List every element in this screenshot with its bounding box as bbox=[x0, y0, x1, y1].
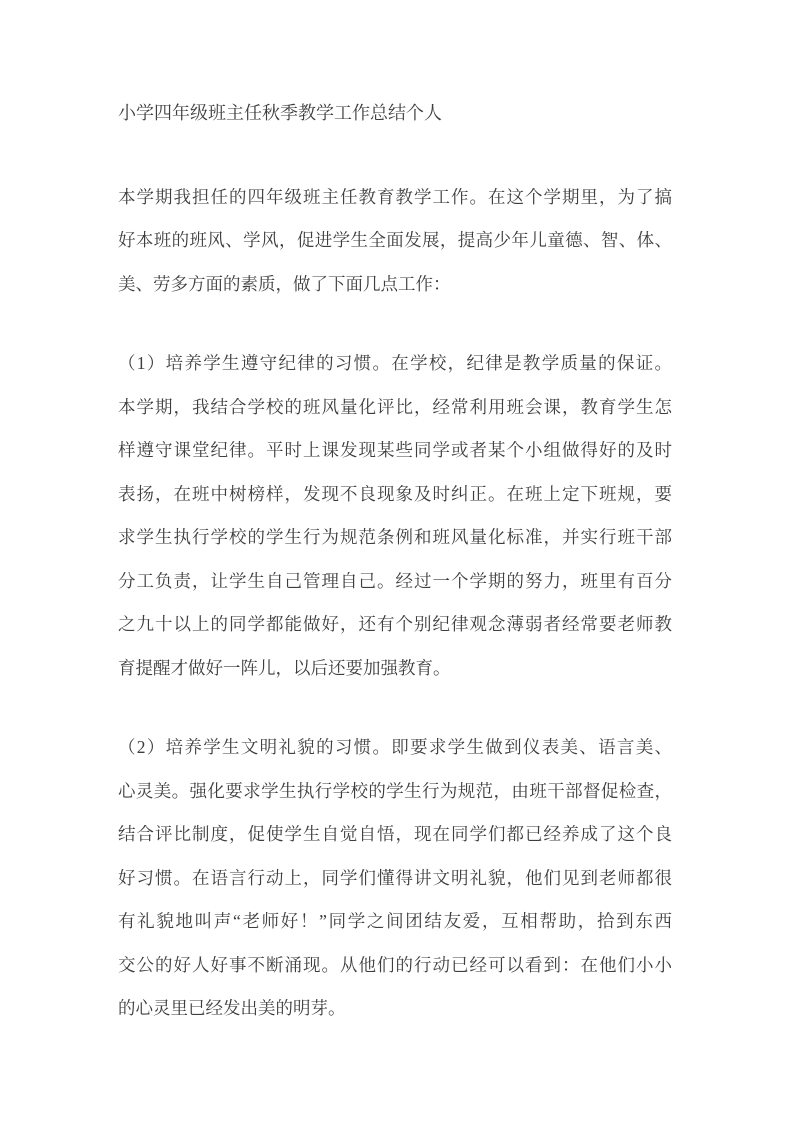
text-line: 求学生执行学校的学生行为规范条例和班风量化标准，并实行班干部 bbox=[118, 527, 672, 547]
text-line: 样遵守课堂纪律。平时上课发现某些同学或者某个小组做得好的及时 bbox=[118, 440, 672, 460]
paragraph-1 bbox=[118, 176, 672, 307]
text-line: 有礼貌地叫声“老师好！”同学之间团结友爱，互相帮助，拾到东西 bbox=[118, 911, 672, 931]
text-line: 之九十以上的同学都能做好，还有个别纪律观念薄弱者经常要老师教 bbox=[118, 614, 672, 634]
text-line: 本学期，我结合学校的班风量化评比，经常利用班会课，教育学生怎 bbox=[118, 396, 672, 417]
text-line: （2）培养学生文明礼貌的习惯。即要求学生做到仪表美、语言美、 bbox=[118, 737, 672, 757]
paragraph-3 bbox=[118, 726, 672, 1031]
text-line: 本学期我担任的四年级班主任教育教学工作。在这个学期里，为了搞 bbox=[118, 186, 672, 207]
text-line: 的心灵里已经发出美的明芽。 bbox=[118, 998, 346, 1018]
text-line: 交公的好人好事不断涌现。从他们的行动已经可以看到：在他们小小 bbox=[118, 954, 672, 975]
paragraph-2 bbox=[118, 342, 672, 690]
text-line: 好本班的班风、学风，促进学生全面发展，提高少年儿童德、智、体、 bbox=[118, 230, 672, 250]
text-line: 美、劳多方面的素质，做了下面几点工作： bbox=[118, 273, 451, 294]
document-paragraphs bbox=[118, 176, 672, 1031]
text-line: 分工负责，让学生自己管理自己。经过一个学期的努力，班里有百分 bbox=[118, 570, 672, 591]
text-line: 表扬，在班中树榜样，发现不良现象及时纠正。在班上定下班规，要 bbox=[118, 483, 672, 504]
text-line: 育提醒才做好一阵儿，以后还要加强教育。 bbox=[118, 657, 451, 678]
document-title: 小学四年级班主任秋季教学工作总结个人 bbox=[118, 103, 442, 123]
document-content bbox=[118, 92, 672, 1031]
text-line: 心灵美。强化要求学生执行学校的学生行为规范，由班干部督促检查， bbox=[118, 780, 672, 801]
text-line: （1）培养学生遵守纪律的习惯。在学校，纪律是教学质量的保证。 bbox=[118, 353, 672, 373]
text-line: 结合评比制度，促使学生自觉自悟，现在同学们都已经养成了这个良 bbox=[118, 824, 672, 844]
text-line: 好习惯。在语言行动上，同学们懂得讲文明礼貌，他们见到老师都很 bbox=[118, 867, 672, 888]
